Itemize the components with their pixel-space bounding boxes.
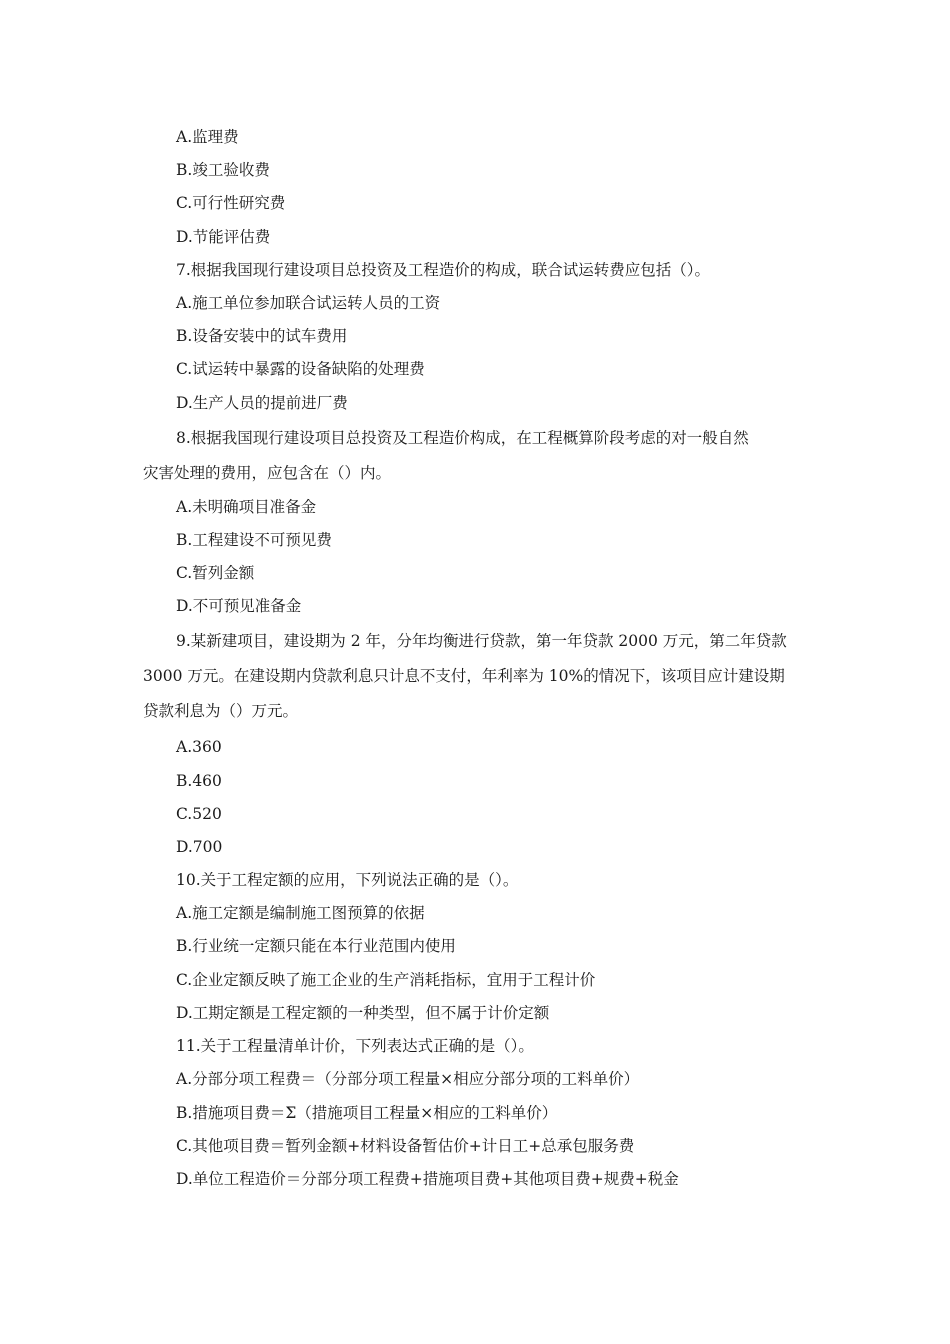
q9-option-c: C.520: [176, 805, 222, 823]
q7-option-b: B.设备安装中的试车费用: [176, 327, 348, 345]
q9-option-d: D.700: [176, 838, 223, 856]
q9-option-a: A.360: [176, 738, 222, 756]
q8-option-c: C.暂列金额: [176, 564, 255, 582]
q6-option-c: C.可行性研究费: [176, 194, 286, 212]
q6-option-b: B.竣工验收费: [176, 161, 270, 179]
q10-option-b: B.行业统一定额只能在本行业范围内使用: [176, 937, 456, 955]
q9-option-b: B.460: [176, 772, 222, 790]
q10-option-c: C.企业定额反映了施工企业的生产消耗指标，宜用于工程计价: [176, 971, 596, 989]
q11-option-c: C.其他项目费＝暂列金额+材料设备暂估价+计日工+总承包服务费: [176, 1137, 635, 1155]
q7-option-c: C.试运转中暴露的设备缺陷的处理费: [176, 360, 425, 378]
q9-stem-line-2: 3000 万元。在建设期内贷款利息只计息不支付，年利率为 10%的情况下，该项目应计建设期: [143, 667, 785, 685]
q11-option-d: D.单位工程造价＝分部分项工程费+措施项目费+其他项目费+规费+税金: [176, 1170, 679, 1188]
q8-option-d: D.不可预见准备金: [176, 597, 302, 615]
q10-stem: 10.关于工程定额的应用，下列说法正确的是（）。: [176, 871, 519, 889]
q11-stem: 11.关于工程量清单计价，下列表达式正确的是（）。: [176, 1037, 534, 1055]
q7-stem: 7.根据我国现行建设项目总投资及工程造价的构成，联合试运转费应包括（）。: [176, 261, 711, 279]
q10-option-a: A.施工定额是编制施工图预算的依据: [176, 904, 425, 922]
q10-option-d: D.工期定额是工程定额的一种类型，但不属于计价定额: [176, 1004, 550, 1022]
q6-option-d: D.节能评估费: [176, 228, 271, 246]
q8-option-a: A.未明确项目准备金: [176, 498, 317, 516]
q8-stem-line-2: 灾害处理的费用，应包含在（）内。: [143, 464, 392, 482]
q7-option-d: D.生产人员的提前进厂费: [176, 394, 348, 412]
q6-option-a: A.监理费: [176, 128, 239, 146]
q8-stem-line-1: 8.根据我国现行建设项目总投资及工程造价构成，在工程概算阶段考虑的对一般自然: [176, 429, 749, 447]
q11-option-a: A.分部分项工程费＝（分部分项工程量×相应分部分项的工料单价）: [176, 1070, 640, 1088]
q11-option-b: B.措施项目费＝Σ（措施项目工程量×相应的工料单价）: [176, 1104, 558, 1122]
q7-option-a: A.施工单位参加联合试运转人员的工资: [176, 294, 441, 312]
q8-option-b: B.工程建设不可预见费: [176, 531, 332, 549]
q9-stem-line-3: 贷款利息为（）万元。: [143, 702, 299, 720]
q9-stem-line-1: 9.某新建项目，建设期为 2 年，分年均衡进行贷款，第一年贷款 2000 万元，第二年贷款: [176, 632, 787, 650]
